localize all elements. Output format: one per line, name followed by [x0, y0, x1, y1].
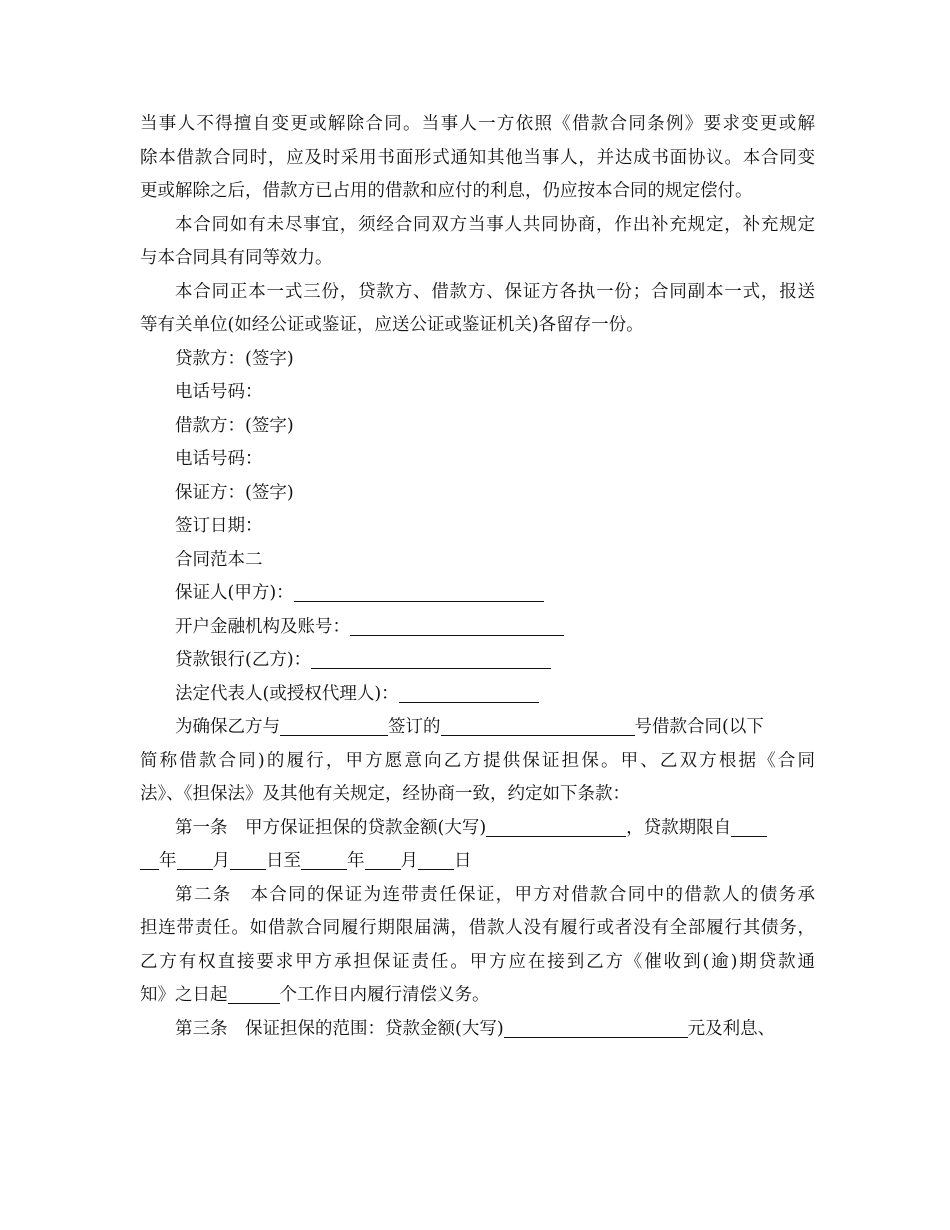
year-label: 年	[347, 851, 365, 871]
article1-term: ，贷款期限自	[626, 817, 732, 838]
intro-text-b: 签订的	[388, 717, 441, 737]
article3-line	[140, 1013, 815, 1047]
article1-line	[140, 812, 815, 846]
article3-text-b: 元及利息、	[687, 1018, 776, 1039]
party-blank	[280, 715, 388, 736]
working-days-blank	[228, 983, 280, 1004]
paragraph-line: 等有关单位(如经公证或鉴证，应送公证或鉴证机关)各留存一份。	[140, 315, 644, 335]
month-label: 月	[400, 851, 418, 871]
guarantor-blank	[294, 581, 544, 602]
article2-text-a: 知》之日起	[140, 985, 228, 1005]
guarantor-label: 保证人(甲方)：	[175, 583, 294, 603]
legal-rep-field	[140, 678, 815, 712]
article2-text-b: 个工作日内履行清偿义务。	[279, 985, 490, 1005]
paragraph-line: 与本合同具有同等效力。	[140, 248, 333, 268]
signature-lender-phone: 电话号码：	[175, 382, 263, 402]
intro-line	[140, 711, 815, 745]
lender-bank-field	[140, 644, 815, 678]
bank-account-field	[140, 611, 815, 645]
signature-guarantor: 保证方：(签字)	[175, 482, 294, 503]
day-label: 日	[454, 851, 472, 871]
end-day-blank	[418, 849, 454, 870]
signature-borrower: 借款方：(签字)	[175, 415, 294, 436]
guarantor-field	[140, 577, 815, 611]
signature-borrower-phone: 电话号码：	[175, 449, 263, 469]
intro-text-c: 号借款合同(以下	[634, 717, 764, 737]
paragraph-line: 简称借款合同)的履行，甲方愿意向乙方提供保证担保。甲、乙双方根据《合同	[140, 750, 815, 771]
contract-number-blank	[441, 715, 635, 736]
year-label: 年	[159, 851, 177, 871]
paragraph-line: 第二条 本合同的保证为连带责任保证，甲方对借款合同中的借款人的债务承	[175, 884, 815, 905]
paragraph-line: 担连带责任。如借款合同履行期限届满，借款人没有履行或者没有全部履行其债务，	[140, 918, 815, 938]
paragraph-line: 法》、《担保法》及其他有关规定，经协商一致，约定如下条款：	[140, 784, 630, 804]
start-year-blank-b	[140, 849, 159, 870]
article1-head: 第一条 甲方保证担保的贷款金额(大写)	[175, 817, 487, 838]
paragraph-line: 乙方有权直接要求甲方承担保证责任。甲方应在接到乙方《催收到(逾)期贷款通	[140, 951, 815, 972]
legal-rep-blank	[399, 682, 539, 703]
paragraph-line: 更或解除之后，借款方已占用的借款和应付的利息，仍应按本合同的规定偿付。	[140, 181, 753, 201]
paragraph-line: 除本借款合同时，应及时采用书面形式通知其他当事人，并达成书面协议。本合同变	[140, 147, 815, 168]
end-month-blank	[365, 849, 401, 870]
lender-bank-blank	[311, 648, 551, 669]
article3-text-a: 第三条 保证担保的范围：贷款金额(大写)	[175, 1018, 504, 1039]
intro-text-a: 为确保乙方与	[175, 717, 280, 737]
signing-date: 签订日期：	[175, 516, 263, 536]
start-month-blank	[177, 849, 213, 870]
paragraph-line: 本合同正本一式三份，贷款方、借款方、保证方各执一份；合同副本一式，报送	[175, 281, 815, 302]
lender-bank-label: 贷款银行(乙方)：	[175, 650, 312, 670]
amount-blank	[486, 816, 626, 837]
paragraph-line: 当事人不得擅自变更或解除合同。当事人一方依照《借款合同条例》要求变更或解	[140, 114, 815, 134]
paragraph-line: 本合同如有未尽事宜，须经合同双方当事人共同协商，作出补充规定，补充规定	[175, 214, 815, 235]
sample-title: 合同范本二	[175, 549, 263, 570]
contract-document	[140, 108, 815, 1046]
article2-last-line	[140, 979, 815, 1013]
start-day-blank	[230, 849, 266, 870]
guarantee-amount-blank	[504, 1017, 688, 1038]
day-to-label: 日至	[266, 851, 301, 871]
bank-account-blank	[350, 615, 564, 636]
legal-rep-label: 法定代表人(或授权代理人)：	[175, 683, 399, 704]
signature-lender: 贷款方：(签字)	[175, 348, 294, 369]
month-label: 月	[212, 851, 230, 871]
bank-account-label: 开户金融机构及账号：	[175, 616, 350, 637]
article1-dates-line	[140, 845, 815, 879]
start-year-blank-a	[731, 816, 767, 837]
end-year-blank	[301, 849, 347, 870]
